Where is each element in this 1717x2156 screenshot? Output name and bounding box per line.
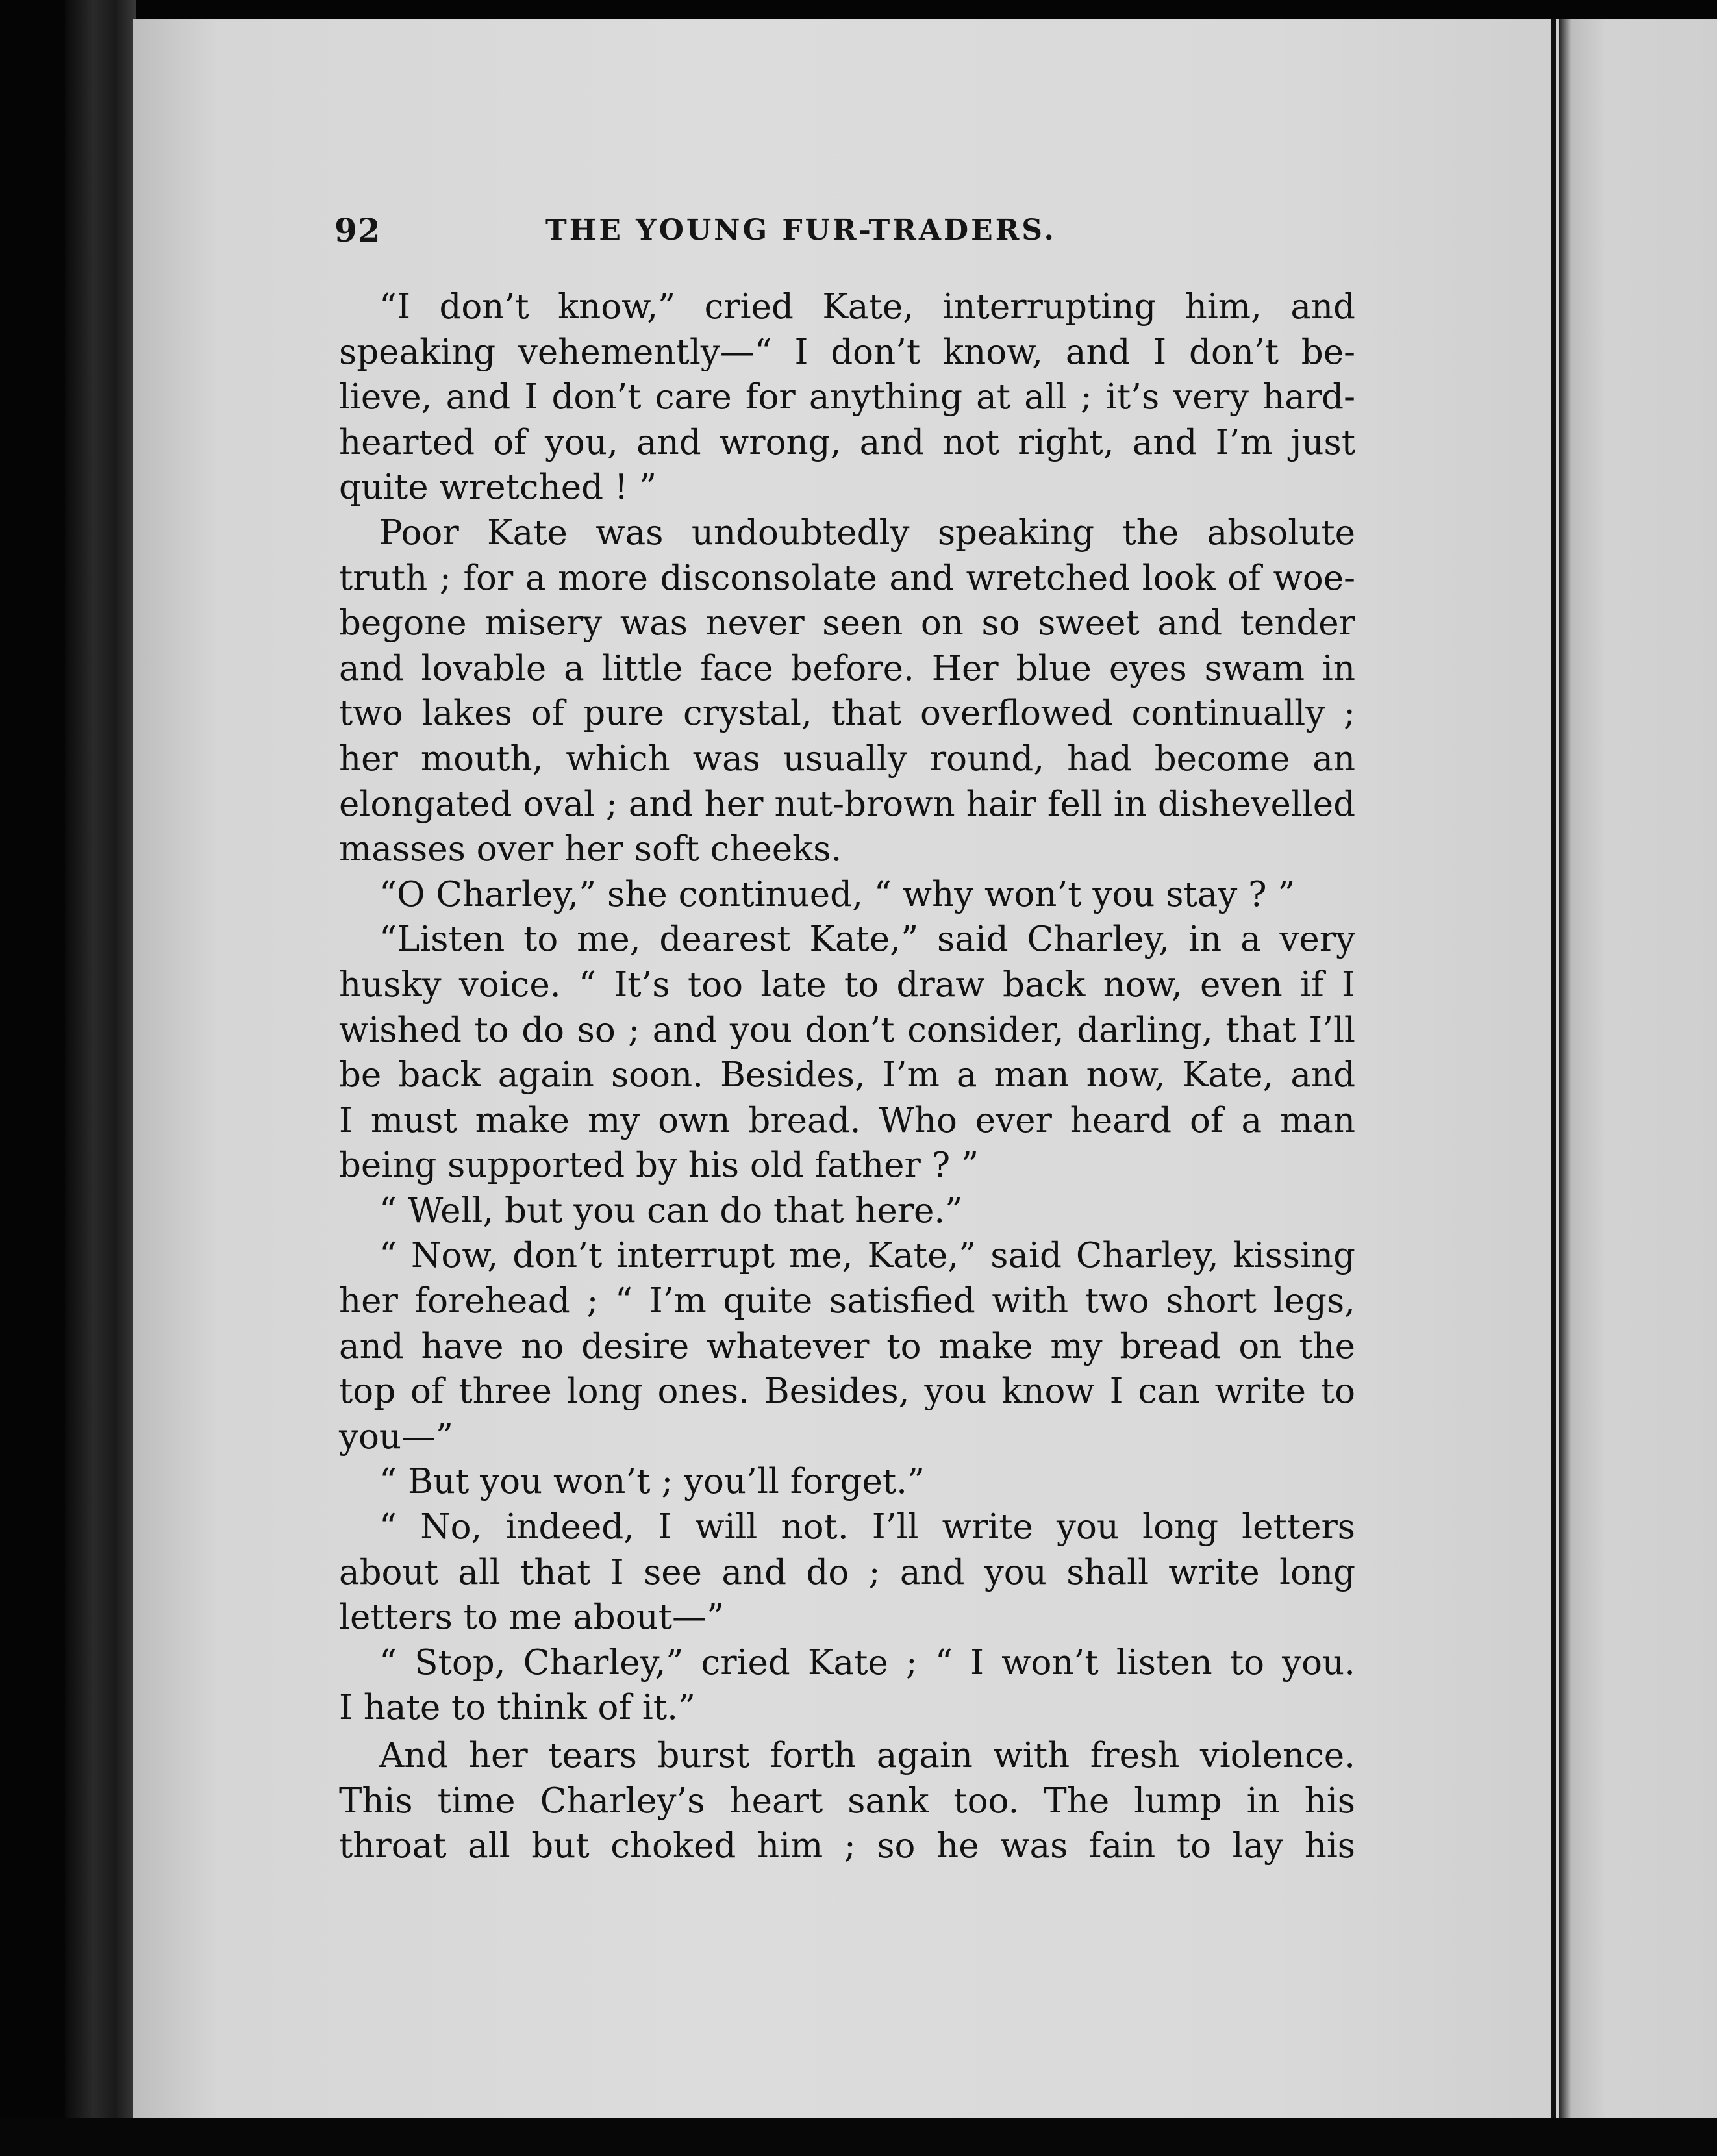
text-line: throat all but choked him ; so he was fain to lay his (339, 1826, 1355, 1866)
text-line: lieve, and I don’t care for anything at all ; it’s very hard- (339, 377, 1355, 418)
text-line: top of three long ones. Besides, you know I can write to (339, 1372, 1355, 1412)
text-line: hearted of you, and wrong, and not right, and I’m just (339, 422, 1355, 462)
text-line: her mouth, which was usually round, had become an (339, 738, 1355, 779)
text-line: This time Charley’s heart sank too. The lump in his (339, 1781, 1355, 1821)
text-line: being supported by his old father ? ” (339, 1146, 979, 1186)
page-gutter-line (1551, 19, 1556, 2124)
text-line: husky voice. “ It’s too late to draw back now, even if I (339, 964, 1355, 1005)
text-line: Poor Kate was undoubtedly speaking the absolute (379, 512, 1355, 553)
text-line: “O Charley,” she continued, “ why won’t you stay ? ” (379, 874, 1296, 914)
text-line: and have no desire whatever to make my bread on the (339, 1326, 1355, 1366)
text-line: “ Stop, Charley,” cried Kate ; “ I won’t listen to you. (379, 1642, 1355, 1683)
text-line: her forehead ; “ I’m quite satisfied with two short legs, (339, 1281, 1355, 1322)
text-line: “ Now, don’t interrupt me, Kate,” said Charley, kissing (379, 1236, 1355, 1276)
text-line: “ No, indeed, I will not. I’ll write you long letters (379, 1507, 1355, 1548)
adjacent-page-edge (1559, 19, 1717, 2124)
text-line: speaking vehemently—“ I don’t know, and I don’t be- (339, 332, 1355, 372)
text-line: I must make my own bread. Who ever heard of a man (339, 1100, 1355, 1140)
page-header (334, 211, 1354, 257)
text-line: be back again soon. Besides, I’m a man now, Kate, and (339, 1055, 1355, 1096)
book-spine-shadow (65, 0, 136, 2156)
scan-bottom-border (0, 2118, 1717, 2156)
text-line: “ Well, but you can do that here.” (379, 1190, 963, 1231)
text-line: elongated oval ; and her nut-brown hair fell in dishevelled (339, 784, 1355, 824)
body-text (339, 284, 1355, 1869)
text-line: you—” (339, 1416, 454, 1457)
text-line: about all that I see and do ; and you shall write long (339, 1552, 1355, 1592)
text-line: “ But you won’t ; you’ll forget.” (379, 1462, 925, 1502)
text-line: truth ; for a more disconsolate and wretched look of woe- (339, 558, 1355, 598)
page-number: 92 (334, 211, 381, 249)
text-line: wished to do so ; and you don’t consider, darling, that I’ll (339, 1010, 1355, 1050)
text-line: two lakes of pure crystal, that overflowed continually ; (339, 694, 1355, 734)
text-line: letters to me about—” (339, 1598, 725, 1638)
text-line: quite wretched ! ” (339, 468, 657, 508)
text-line: “I don’t know,” cried Kate, interrupting him, and (379, 287, 1355, 327)
running-title: THE YOUNG FUR-TRADERS. (545, 214, 1057, 247)
text-line: “Listen to me, dearest Kate,” said Charley, in a very (379, 920, 1355, 960)
text-line: I hate to think of it.” (339, 1688, 696, 1728)
text-line: And her tears burst forth again with fresh violence. (379, 1736, 1355, 1775)
text-line: begone misery was never seen on so sweet and tender (339, 603, 1355, 644)
text-line: and lovable a little face before. Her blue eyes swam in (339, 648, 1355, 688)
text-line: masses over her soft cheeks. (339, 829, 842, 870)
